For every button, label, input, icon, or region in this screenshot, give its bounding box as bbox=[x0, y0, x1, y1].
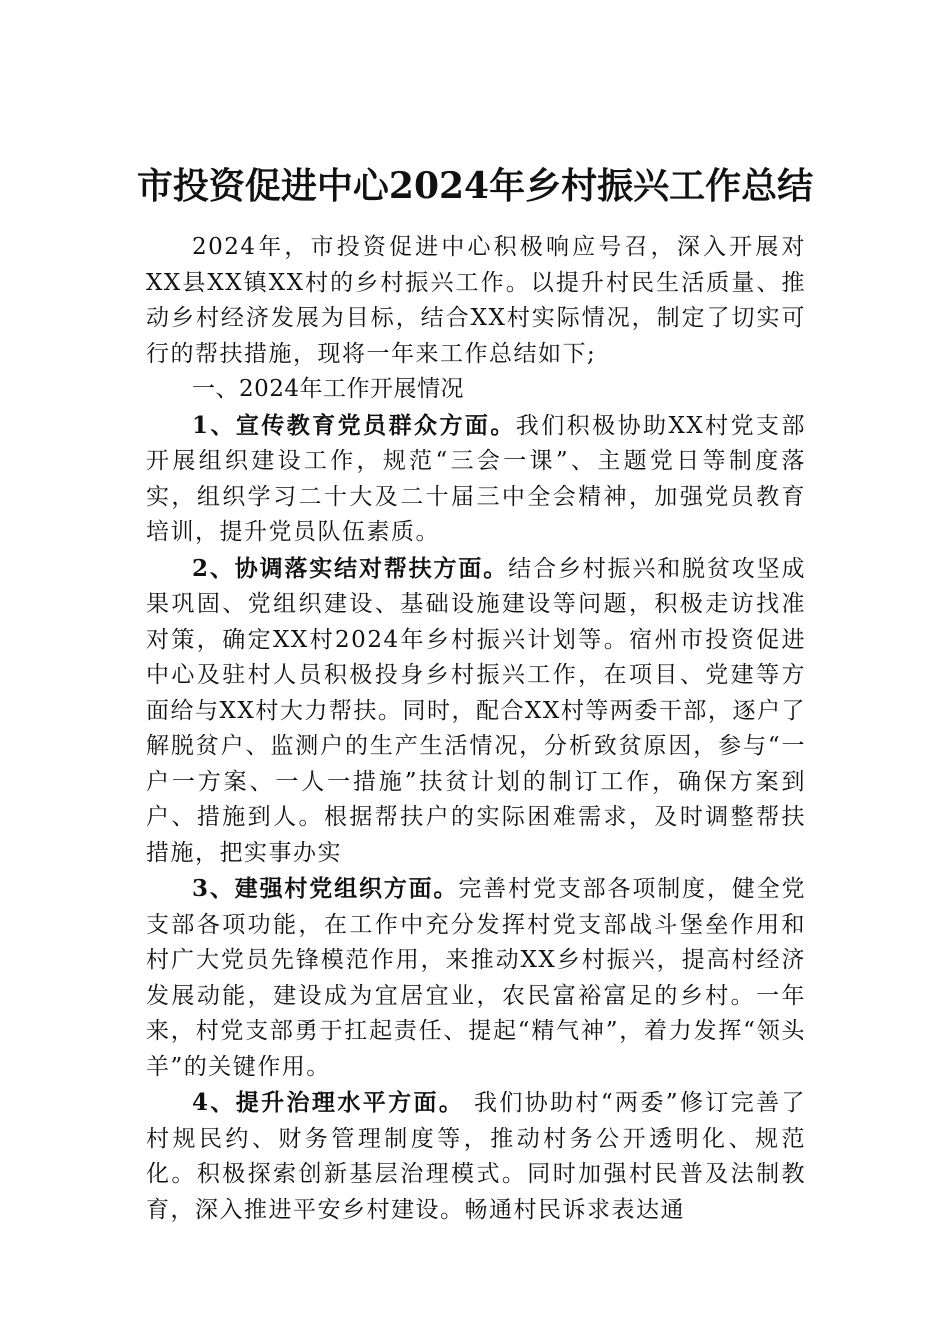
item-text-3: 完善村党支部各项制度，健全党支部各项功能，在工作中充分发挥村党支部战斗堡垒作用和村广大党员先锋模范作用，来推动XX乡村振兴，提高村经济发展动能，建设成为宜居宜业，农民富裕富足的乡村。一年来，村党支部勇于扛起责任、提起“精气神”，着力发挥“领头羊”的关键作用。 bbox=[146, 876, 807, 1080]
item-lead-4: 4、提升治理水平方面。 bbox=[192, 1089, 465, 1116]
item-lead-1: 1、宣传教育党员群众方面。 bbox=[192, 411, 516, 439]
item-paragraph-2 bbox=[146, 551, 806, 872]
item-text-2: 结合乡村振兴和脱贫攻坚成果巩固、党组织建设、基础设施建设等问题，积极走访找准对策，确定XX村2024年乡村振兴计划等。宿州市投资促进中心及驻村人员积极投身乡村振兴工作，在项目、党建等方面给与XX村大力帮扶。同时，配合XX村等两委干部，逐户了解脱贫户、监测户的生产生活情况，分析致贫原因，参与“一户一方案、一人一措施”扶贫计划的制订工作，确保方案到户、措施到人。根据帮扶户的实际困难需求，及时调整帮扶措施，把实事办实 bbox=[146, 555, 806, 866]
item-lead-2: 2、协调落实结对帮扶方面。 bbox=[192, 554, 509, 582]
document-body bbox=[146, 230, 806, 1228]
item-paragraph-3 bbox=[146, 871, 806, 1085]
item-text-1: 我们积极协助XX村党支部开展组织建设工作，规范“三会一课”、主题党日等制度落实，组织学习二十大及二十届三中全会精神，加强党员教育培训，提升党员队伍素质。 bbox=[146, 412, 806, 545]
item-text-4: 我们协助村“两委”修订完善了村规民约、财务管理制度等，推动村务公开透明化、规范化。积极探索创新基层治理模式。同时加强村民普及法制教育，深入推进平安乡村建设。畅通村民诉求表达通 bbox=[146, 1090, 807, 1223]
section-heading: 一、2024年工作开展情况 bbox=[192, 376, 465, 402]
item-paragraph-1 bbox=[146, 408, 806, 551]
item-paragraph-4 bbox=[146, 1085, 806, 1228]
item-lead-3: 3、建强村党组织方面。 bbox=[192, 875, 459, 902]
intro-paragraph: 2024年，市投资促进中心积极响应号召，深入开展对XX县XX镇XX村的乡村振兴工作。以提升村民生活质量、推动乡村经济发展为目标，结合XX村实际情况，制定了切实可行的帮扶措施，现将一年来工作总结如下; bbox=[146, 234, 806, 367]
document-title: 市投资促进中心2024年乡村振兴工作总结 bbox=[136, 165, 814, 207]
